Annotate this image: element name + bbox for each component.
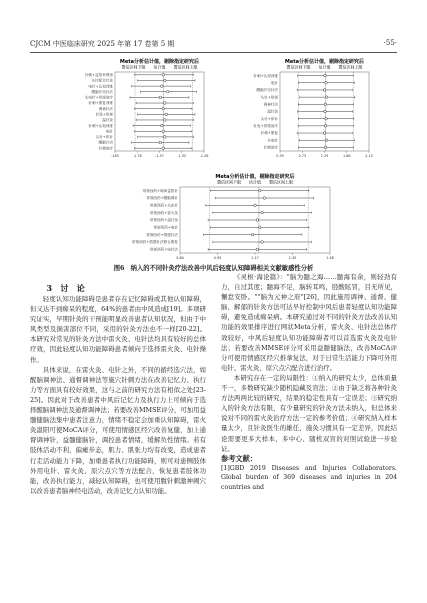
right-column — [221, 272, 397, 493]
study-label: 针刺治疗 — [263, 145, 278, 150]
plot-frame — [115, 72, 204, 151]
figure-caption: 图6 纳入的不同针灸疗法改善中风后轻度认知障碍相关文献敏感性分析 — [113, 265, 314, 272]
reference-item: [1]GBD 2019 Diseases and Injuries Collaborators. Global burden of 369 diseases and injuries in 204 countries and — [221, 464, 397, 491]
estimate-point — [166, 90, 169, 93]
study-label: 常规西药+情感针法联合康复 — [131, 240, 178, 245]
estimate-point — [163, 119, 166, 122]
plot-title: Meta分析估计值，剔除指定研究后 — [119, 59, 200, 65]
study-label: 常规西药+醒脑调针 — [146, 196, 178, 201]
study-label: 针刺+益智补肾汤 — [84, 73, 113, 78]
study-label: 针灸+常规 — [95, 112, 113, 117]
forest-plot-svg — [60, 58, 210, 160]
plot-title: Meta分析估计值，剔除指定研究后 — [284, 59, 365, 65]
estimate-point — [258, 189, 261, 192]
estimate-point — [258, 226, 261, 229]
left-column — [30, 283, 206, 496]
forest-plot-2 — [225, 58, 375, 160]
study-label: 温针灸 — [102, 118, 113, 123]
study-label: 头电针 — [267, 138, 278, 143]
forest-plot-svg — [85, 173, 340, 263]
study-label: 常规西药+电针法 — [149, 247, 178, 252]
estimate-point — [163, 136, 166, 139]
page-header — [30, 39, 397, 51]
plot-legend: 置信区间下限 估计值 置信区间上限 — [121, 64, 198, 70]
paragraph: 《灵枢·海论篇》："脑为髓之海……髓海有余，则轻劲有力，自过其度；髓海不足，脑转耳鸣，胫酸眩冒，目无所见，懈怠安卧。""脑为元神之府"[26]，因此施用调神、通督、健脑、解郁的针灸方法可达早好控制中风后患者轻度认知功能障碍，避免造成痴呆病。本研究通过对不同的针灸方法改善认知功能的效果排序进行网状Meta分析，雷火灸、电针法总体疗效较好，中风后轻度认知功能障碍者可以首选雷火灸及电针法；若要改善MMSE评分可采用益髓健脑法，改善MoCA评分可使用情感区经穴推拿复法，对于日常生活能力下降可外用电针、雷火灸、原穴点穴配合进行治疗。 — [221, 273, 397, 372]
tick-label: -185 — [111, 154, 119, 158]
tick-label: 1.86 — [342, 154, 351, 158]
study-label: 温针灸 — [267, 109, 278, 114]
page-number: ·55· — [383, 39, 397, 47]
estimate-point — [261, 241, 264, 244]
tick-label: 1.48 — [326, 256, 334, 260]
estimate-point — [324, 125, 327, 128]
plot-title: Meta分析估计值，剔除指定研究后 — [215, 174, 295, 180]
study-label: 醒脑开窍针法 — [256, 88, 278, 93]
estimate-point — [251, 233, 254, 236]
estimate-point — [324, 110, 327, 113]
estimate-point — [256, 219, 259, 222]
tick-label: 1.29 — [320, 154, 329, 158]
tick-label: -1.57 — [155, 154, 164, 158]
estimate-point — [160, 124, 163, 127]
estimate-point — [261, 211, 264, 214]
estimate-point — [324, 103, 327, 106]
study-label: 针刺+认知训练 — [253, 73, 278, 78]
estimate-point — [163, 79, 166, 82]
estimate-point — [323, 89, 326, 92]
tick-label: -1.52 — [177, 154, 187, 158]
estimate-point — [325, 139, 328, 142]
estimate-point — [159, 96, 162, 99]
estimate-point — [165, 113, 168, 116]
study-label: 常规西药+雷火灸 — [149, 210, 178, 215]
study-label: 常规西药+情感针法 — [146, 232, 178, 237]
tick-label: 2.15 — [365, 154, 373, 158]
estimate-point — [162, 130, 165, 133]
paragraph: 轻度认知功能障碍是患者存在记忆障碍或其他认知障碍，但又达不到痴呆的程度，64%的患者由中风造成[19]。多项研究证实，早期针灸的干预能明显改善患者认知状况，但由于中风类型及损害部位不同，采用的针灸方法也不一样[20-22]。本研究对常见的针灸方法中雷火灸、电针法均具有较好的总体疗效，因此轻度认知功能障碍患者倾向于选择雷火灸、电针操作。 — [30, 295, 206, 364]
study-label: 常规西药+温针灸 — [149, 218, 178, 223]
study-label: 电针 — [270, 80, 278, 85]
journal-title: CJCM 中医临床研究 2025 年第 17 卷第 5 期 — [30, 40, 175, 48]
estimate-point — [160, 85, 163, 88]
tick-label: 1.35 — [288, 256, 297, 260]
estimate-point — [325, 96, 328, 99]
estimate-point — [162, 107, 165, 110]
estimate-point — [162, 147, 165, 150]
paragraph: 本研究存在一定的局限性：①纳入的研究太少，总体质量不一，多数研究缺少随机隐藏及盲法；②由于缺乏将各种针灸方法两两比较的研究，结果的稳定性具有一定误差；③研究纳入的针灸方法有限，有少量研究的针灸方法未纳入，但总体来说对不同的雷火灸治疗方法一定的参考价值；④研究纳入样本量太少，且针灸医生的雄任、施灸习惯具有一定差异，因此结论需要更多大样本、多中心、随机双盲的对照试验进一步验证。 — [221, 373, 397, 453]
estimate-point — [162, 74, 165, 77]
estimate-point — [324, 146, 327, 149]
study-label: 醒脑开窍针法 — [91, 89, 113, 94]
study-label: 针刺+康复 — [260, 131, 278, 136]
estimate-point — [254, 204, 257, 207]
tick-label: 0.73 — [298, 154, 307, 158]
paragraph: 具体来说，在雷火灸、电针之外，不同的循经选穴法，如醒脑调神法、通督调神法等施穴针刺方法在改善记忆力、执行力等方面具有较好效果，这与之前的研究方法有相似之处[23-25]。因此对于改善患者中风后记忆力及执行力上可倾向于选择醒脑调神法及通督调神法；若要改善MMSE评分，可加用益髓健脑法集中患者注意力，情绪不稳定会加重认知障碍，雷火灸温阳可使MoCA评分，可使用情感区经穴改善复健，加上通督调神针，益髓健脑针，调控患者情绪，缓解负性情绪。若有肢体活动不利，偏瘫步态，肌力、肌张力均有改变，造成患者行走活动能力下降，加重患者执行功能障碍，则可对患侧肢体外用电针、雷火灸、原穴点穴等方法配合，恢复患者肢体功能，改善执行能力，减轻认知障碍，也可使用腹针刺激神阙穴以改善患者脑神经电活动，改善记忆力认知功能。 — [30, 365, 206, 495]
estimate-point — [325, 81, 328, 84]
tick-label: 0.39 — [276, 154, 284, 158]
study-label: 电针 — [105, 129, 113, 134]
tick-label: 1.17 — [251, 256, 259, 260]
study-label: 头针+常规 — [260, 95, 278, 100]
study-label: 针刺治疗 — [98, 146, 113, 151]
study-label: 针灸+常规治疗 — [253, 124, 278, 129]
estimate-point — [325, 117, 328, 120]
section-heading: 3 讨 论 — [46, 283, 85, 293]
tick-label: 0.95 — [213, 256, 222, 260]
tick-label: -1.78 — [132, 154, 142, 158]
tick-label: -1.26 — [199, 154, 209, 158]
study-label: 调神针法 — [98, 106, 113, 111]
study-label: 常规西药+调神益智针 — [142, 188, 178, 193]
study-label: 头针+体针 — [95, 135, 113, 140]
study-label: 电针+认知训练 — [88, 84, 113, 89]
study-label: 调神针法 — [263, 102, 278, 107]
estimate-point — [159, 141, 162, 144]
estimate-point — [324, 74, 327, 77]
tick-label: 0.84 — [176, 256, 184, 260]
study-label: 头针配合针灸 — [91, 78, 113, 83]
estimate-point — [163, 102, 166, 105]
plot-legend: 置信区间下限 估计值 置信区间上限 — [217, 179, 293, 185]
study-label: 针刺+认知训练 — [88, 123, 113, 128]
estimate-point — [323, 132, 326, 135]
study-label: 醒脑开窍 — [98, 140, 113, 145]
forest-plot-svg — [225, 58, 375, 160]
study-label: 常规西药+电针 — [153, 225, 178, 230]
forest-plot-3 — [85, 173, 340, 263]
references-heading: 参考文献： — [221, 453, 257, 463]
study-label: 针刺+康复训练 — [88, 101, 113, 106]
header-rule — [30, 52, 397, 53]
estimate-point — [263, 197, 266, 200]
study-label: 常规西药+头皮针 — [149, 203, 178, 208]
study-label: 头电针+常规治疗 — [84, 95, 113, 100]
estimate-point — [256, 248, 259, 251]
study-label: 头针+体针 — [260, 116, 278, 121]
plot-legend: 置信区间下限 估计值 置信区间上限 — [286, 64, 363, 70]
forest-plot-1 — [60, 58, 210, 160]
